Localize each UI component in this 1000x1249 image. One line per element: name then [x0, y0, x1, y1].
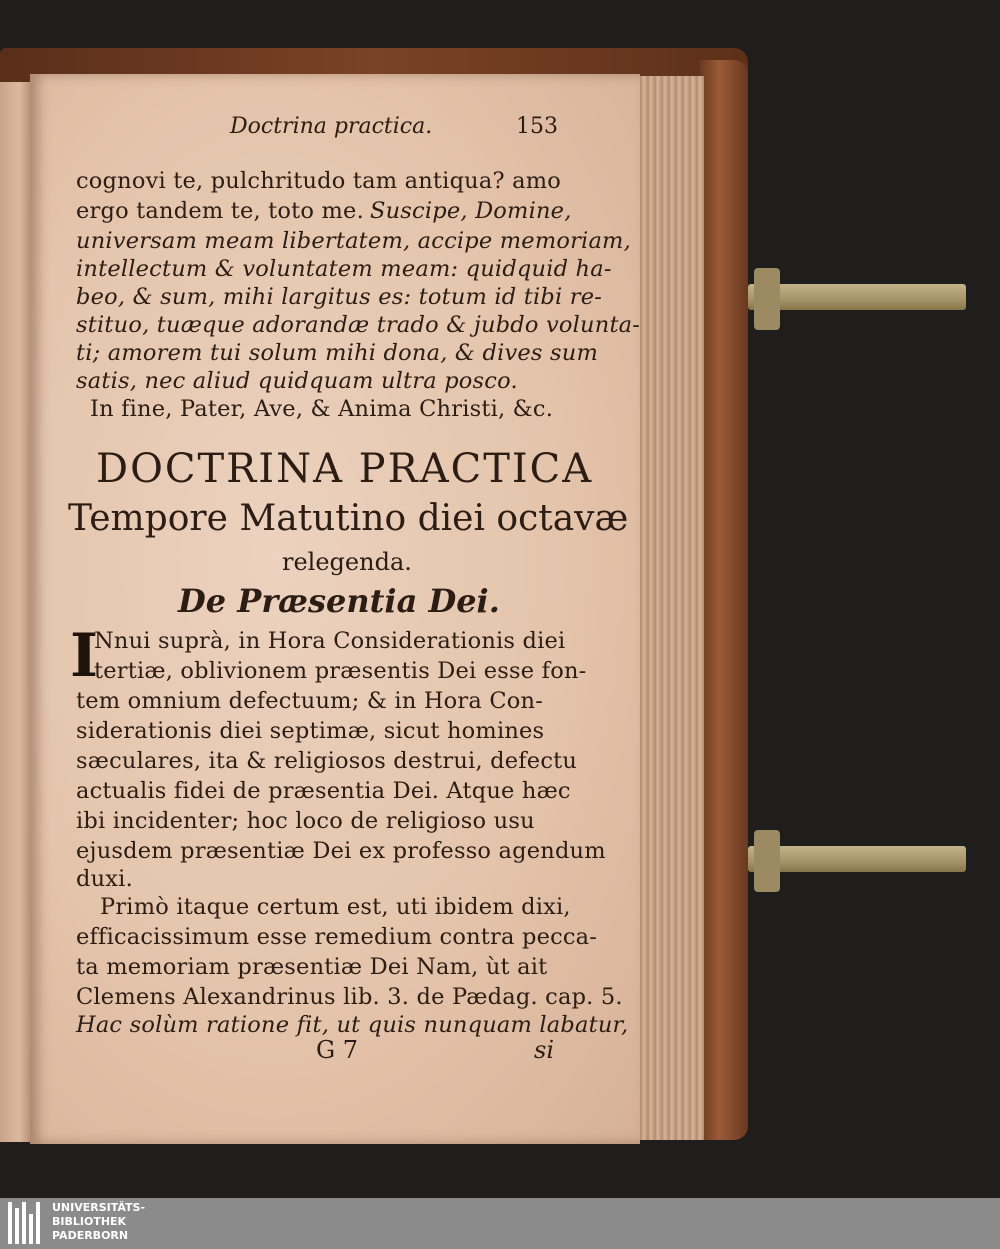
section-subtitle: relegenda.	[282, 548, 412, 576]
text-line: siderationis diei septimæ, sicut homines	[76, 718, 545, 744]
text-line: cognovi te, pulchritudo tam antiqua? amo	[76, 168, 561, 194]
text-line: intellectum & voluntatem meam: quidquid ha-	[76, 256, 612, 282]
catchword: si	[534, 1036, 554, 1064]
library-name-line: UNIVERSITÄTS-	[52, 1201, 146, 1214]
lower-clasp	[748, 842, 968, 882]
text-line: efficacissimum esse remedium contra pecca-	[76, 924, 598, 950]
text-line: tem omnium defectuum; & in Hora Con-	[76, 688, 544, 714]
drop-cap: I	[70, 621, 99, 691]
text-line: ta memoriam præsentiæ Dei Nam, ùt ait	[76, 954, 548, 980]
text-line: Nnui suprà, in Hora Considerationis diei	[94, 628, 566, 654]
library-name	[52, 1201, 145, 1243]
text-line-italic: Suscipe, Domine,	[370, 198, 572, 224]
text-line: stituo, tuæque adorandæ trado & jubdo volunta-	[76, 312, 641, 338]
text-line: tertiæ, oblivionem præsentis Dei esse fon-	[94, 658, 587, 684]
page-number: 153	[516, 114, 558, 139]
library-name-line: PADERBORN	[52, 1229, 129, 1242]
text-line: ergo tandem te, toto me.	[76, 198, 364, 224]
text-line: In fine, Pater, Ave, & Anima Christi, &c.	[90, 396, 554, 422]
text-line: satis, nec aliud quidquam ultra posco.	[76, 368, 518, 394]
page-edges	[636, 76, 704, 1140]
text-line: universam meam libertatem, accipe memoriam,	[76, 228, 631, 254]
left-page-edge	[0, 82, 32, 1142]
text-line: duxi.	[76, 866, 133, 892]
signature-mark: G 7	[316, 1036, 359, 1064]
section-heading: De Præsentia Dei.	[178, 582, 500, 620]
section-title: DOCTRINA PRACTICA	[96, 446, 594, 492]
text-line: Hac solùm ratione fit, ut quis nunquam labatur,	[76, 1012, 629, 1038]
text-line: Clemens Alexandrinus lib. 3. de Pædag. cap. 5.	[76, 984, 623, 1010]
text-line: actualis fidei de præsentia Dei. Atque hæc	[76, 778, 571, 804]
text-line: beo, & sum, mihi largitus es: totum id tibi re-	[76, 284, 603, 310]
text-line: ti; amorem tui solum mihi dona, & dives sum	[76, 340, 598, 366]
library-logo-icon	[8, 1202, 44, 1244]
text-line: sæculares, ita & religiosos destrui, defectu	[76, 748, 578, 774]
library-name-line: BIBLIOTHEK	[52, 1215, 127, 1228]
book-spine	[700, 60, 748, 1140]
section-subtitle: Tempore Matutino diei octavæ	[68, 498, 629, 539]
text-line: Primò itaque certum est, uti ibidem dixi,	[100, 894, 571, 920]
running-head: Doctrina practica.	[230, 114, 433, 139]
text-line: ibi incidenter; hoc loco de religioso usu	[76, 808, 535, 834]
upper-clasp	[748, 280, 968, 320]
library-footer	[0, 1198, 1000, 1249]
text-line: ejusdem præsentiæ Dei ex professo agendum	[76, 838, 606, 864]
